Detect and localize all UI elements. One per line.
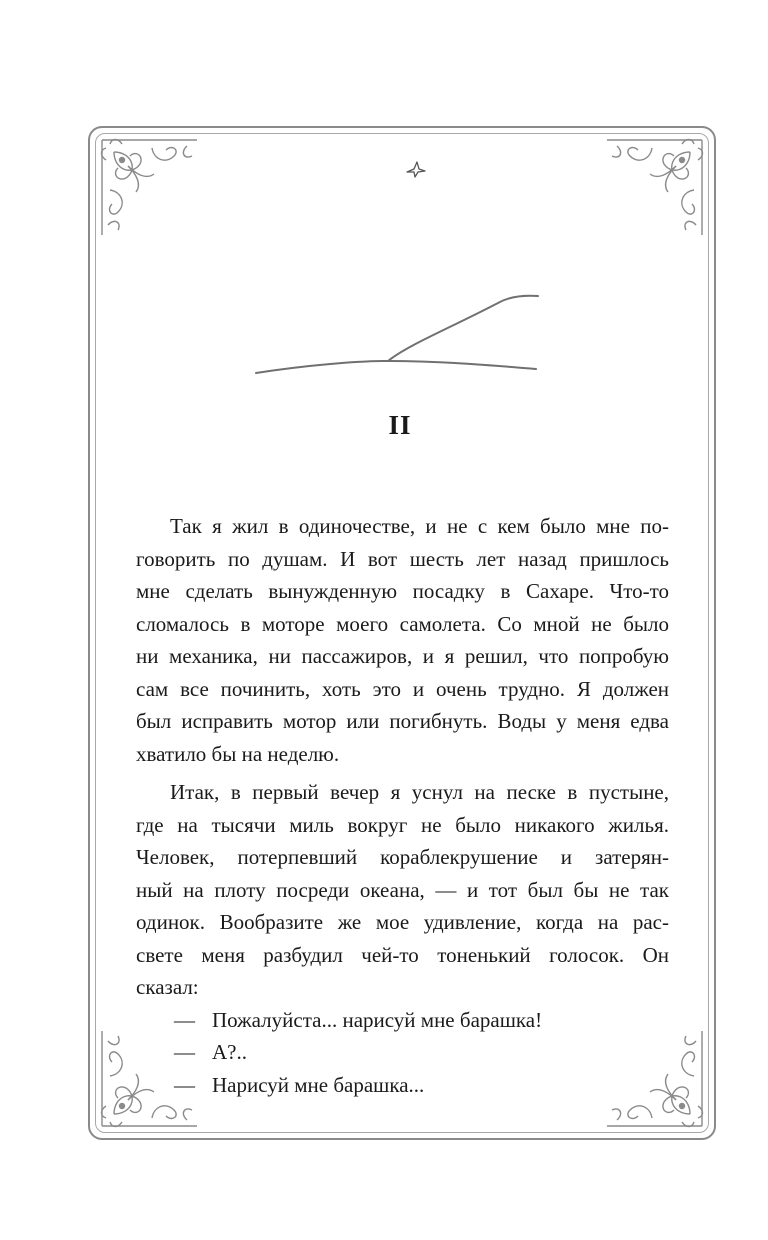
text-line: Человек, потерпевший кораблекрушение и затерян- <box>136 845 669 869</box>
desert-dune-drawing <box>248 285 548 385</box>
text-line: хватило бы на неделю. <box>136 741 340 766</box>
text-line: Так я жил в одиночестве, и не с кем было мне по- <box>170 514 669 538</box>
text-line: сам все починить, хоть это и очень трудно. Я должен <box>136 676 669 701</box>
dialogue-line <box>136 1036 669 1069</box>
corner-ornament-icon <box>592 130 712 250</box>
dialogue-text: Пожалуйста... нарисуй мне барашка! <box>212 1007 543 1032</box>
text-line: свете меня разбудил чей-то тоненький голосок. Он <box>136 942 669 967</box>
dialogue-dash: — <box>174 1007 195 1032</box>
dialogue-dash: — <box>174 1040 195 1064</box>
text-line: говорить по душам. И вот шесть лет назад пришлось <box>136 546 669 571</box>
corner-ornament-icon <box>92 130 212 250</box>
text-line: где на тысячи миль вокруг не было никакого жилья. <box>136 812 669 837</box>
text-line: сказал: <box>136 975 199 999</box>
chapter-text <box>136 510 669 1101</box>
chapter-number: II <box>388 410 412 440</box>
dialogue-line <box>136 1069 669 1102</box>
text-line: ный на плоту посреди океана, — и тот был бы не так <box>136 877 669 902</box>
text-line: мне сделать вынужденную посадку в Сахаре. Что-то <box>136 579 669 603</box>
text-line: Итак, в первый вечер я уснул на песке в пустыне, <box>170 780 669 804</box>
text-line: сломалось в моторе моего самолета. Со мной не было <box>136 611 669 636</box>
text-line: одинок. Вообразите же мое удивление, когда на рас- <box>136 910 669 934</box>
dialogue-text: А?.. <box>212 1040 247 1064</box>
text-line: ни механика, ни пассажиров, и я решил, что попробую <box>136 644 669 668</box>
dialogue-dash: — <box>174 1072 195 1097</box>
dialogue-line <box>136 1004 669 1037</box>
dialogue-text: Нарисуй мне барашка... <box>212 1072 425 1097</box>
star-icon <box>405 160 427 178</box>
text-line: был исправить мотор или погибнуть. Воды у меня едва <box>136 709 669 733</box>
